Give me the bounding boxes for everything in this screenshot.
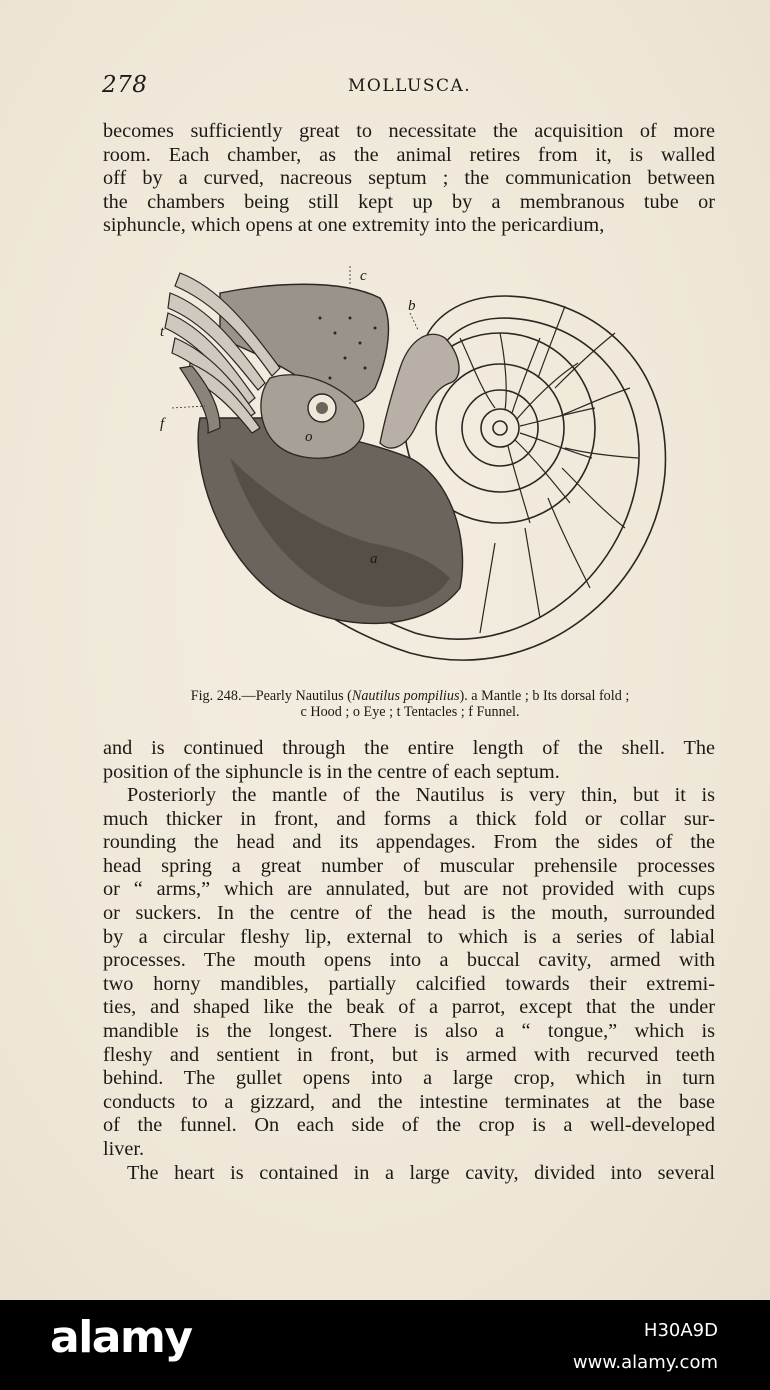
label-t: t — [160, 324, 165, 340]
text-line: by a circular fleshy lip, external to which is a series of labial — [103, 925, 715, 948]
watermark-footer — [0, 1300, 770, 1390]
text-line: rounding the head and its appendages. From the sides of the — [103, 831, 715, 854]
label-a: a — [370, 551, 378, 567]
text-line: the chambers being still kept up by a membranous tube or — [103, 190, 715, 213]
text-line: fleshy and sentient in front, but is armed with recurved teeth — [103, 1043, 715, 1066]
paragraph-heart — [103, 1162, 715, 1186]
page-number: 278 — [102, 72, 148, 98]
eye-pupil — [316, 402, 328, 414]
image-id: H30A9D — [643, 1320, 718, 1341]
text-line: position of the siphuncle is in the centre of each septum. — [103, 760, 560, 783]
text-line: and is continued through the entire length of the shell. The — [103, 737, 715, 759]
label-c: c — [360, 268, 367, 284]
text-line: head spring a great number of muscular prehensile processes — [103, 854, 715, 877]
text-line: or “ arms,” which are annulated, but are not provided with cups — [103, 878, 715, 901]
text-line: ties, and shaped like the beak of a parrot, except that the under — [103, 996, 715, 1019]
text-line: processes. The mouth opens into a buccal cavity, armed with — [103, 949, 715, 972]
text-line: two horny mandibles, partially calcified towards their extremi- — [103, 972, 715, 995]
figure-caption-line1: Fig. 248.—Pearly Nautilus (Nautilus pompilius). a Mantle ; b Its dorsal fold ; — [190, 688, 630, 704]
text-line: conducts to a gizzard, and the intestine terminates at the base — [103, 1090, 715, 1113]
nautilus-figure — [160, 258, 675, 678]
text-line: behind. The gullet opens into a large crop, which in turn — [103, 1067, 715, 1090]
text-line: of the funnel. On each side of the crop is a well-developed — [103, 1114, 715, 1137]
text-line: room. Each chamber, as the animal retires from it, is walled — [103, 143, 715, 166]
figure-caption-line2: c Hood ; o Eye ; t Tentacles ; f Funnel. — [300, 704, 520, 720]
text-line: liver. — [103, 1137, 145, 1160]
alamy-logo: alamy — [50, 1312, 192, 1363]
text-line: off by a curved, nacreous septum ; the communication between — [103, 167, 715, 190]
shell-whorl — [481, 409, 519, 447]
label-o: o — [305, 429, 313, 445]
text-line: or suckers. In the centre of the head is the mouth, surrounded — [103, 901, 715, 924]
text-line: siphuncle, which opens at one extremity into the pericardium, — [103, 214, 605, 237]
text-line: much thicker in front, and forms a thick fold or collar sur- — [103, 807, 715, 830]
shell-whorl — [462, 390, 538, 466]
text-line: mandible is the longest. There is also a “ tongue,” which is — [103, 1019, 715, 1042]
text-line: becomes sufficiently great to necessitate the acquisition of more — [103, 120, 715, 142]
paragraph-top — [103, 120, 715, 238]
paragraph-posteriorly — [103, 784, 715, 1162]
running-head: MOLLUSCA. — [348, 76, 472, 96]
label-b: b — [408, 298, 416, 314]
label-f: f — [160, 416, 165, 432]
site-url: www.alamy.com — [572, 1352, 718, 1373]
text-line: Posteriorly the mantle of the Nautilus is very thin, but it is — [127, 784, 715, 806]
paragraph-continued — [103, 737, 715, 784]
shell-whorl — [493, 421, 507, 435]
text-line: The heart is contained in a large cavity, divided into several — [127, 1162, 715, 1184]
